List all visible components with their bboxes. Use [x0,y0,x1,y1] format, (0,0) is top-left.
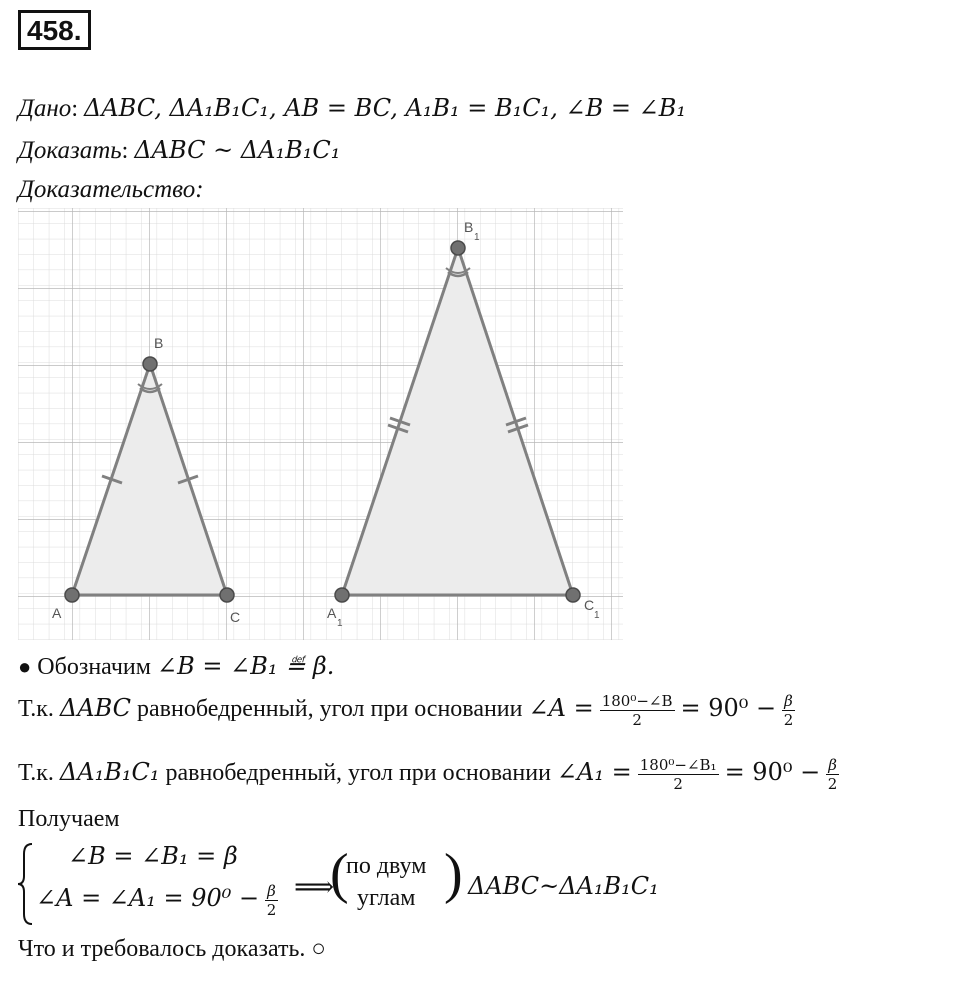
label-c: C [230,609,241,625]
because-line-2: Т.к. ΔA₁B₁C₁ равнобедренный, угол при основании ∠A₁ = $\frac{\text{180⁰−∠B₁}}{2}$ = 90⁰ − $\frac{\beta}{2}$ [18,756,838,793]
fraction-1: $\frac{\text{180⁰−∠B}}{2}$ [601,692,673,729]
fraction-2: $\frac{\text{180⁰−∠B₁}}{2}$ [639,756,717,793]
prove-line: Доказать: ΔABC ~ ΔA₁B₁C₁ [18,136,341,164]
denote-prefix: Обозначим [37,654,151,680]
svg-text:1: 1 [337,618,343,629]
triangles-figure [18,208,628,640]
brace-icon [16,842,34,926]
point-c [220,588,234,602]
qed-line: Что и требовалось доказать. ○ [18,936,326,962]
because-line-1: Т.к. ΔABC равнобедренный, угол при основании ∠A = $\frac{\text{180⁰−∠B}}{2}$ = 90⁰ − $\frac{\beta}{2}$ [18,692,794,729]
denote-line [18,652,334,681]
point-c1 [566,588,580,602]
system-line-1: ∠B = ∠B₁ = β [68,842,238,870]
point-a1 [335,588,349,602]
obtain-label: Получаем [18,806,120,832]
conclusion: ΔABC~ΔA₁B₁C₁ [468,872,659,900]
criterion: по двум углам [346,853,427,911]
point-b [143,357,157,371]
prove-label: Доказать [18,137,122,164]
implies-icon: ⟹ [294,872,335,903]
label-c1: C [584,597,595,613]
point-b1 [451,241,465,255]
proof-label: Доказательство: [18,176,204,203]
label-b: B [154,335,164,351]
label-a1: A [327,605,337,621]
label-a: A [52,605,62,621]
denote-expr: ∠B = ∠B₁ ≝ β. [156,652,335,680]
prove-statement: ΔABC ~ ΔA₁B₁C₁ [134,136,341,164]
given-statement: ΔABC, ΔA₁B₁C₁, AB = BC, A₁B₁ = B₁C₁, ∠B = ∠B₁ [83,94,687,122]
label-b1: B [464,219,474,235]
svg-text:1: 1 [474,232,480,243]
problem-number: 458. [18,10,91,50]
system-line-2: ∠A = ∠A₁ = 90⁰ − $\frac{\beta}{2}$ [36,882,277,919]
given-label: Дано [18,95,72,122]
paren-left-icon: ( [330,843,349,905]
svg-text:1: 1 [594,610,600,621]
given-line: Дано: ΔABC, ΔA₁B₁C₁, AB = BC, A₁B₁ = B₁C₁, ∠B = ∠B₁ [18,94,687,122]
point-a [65,588,79,602]
paren-right-icon: ) [444,843,463,905]
bullet-icon: ● [18,654,32,679]
